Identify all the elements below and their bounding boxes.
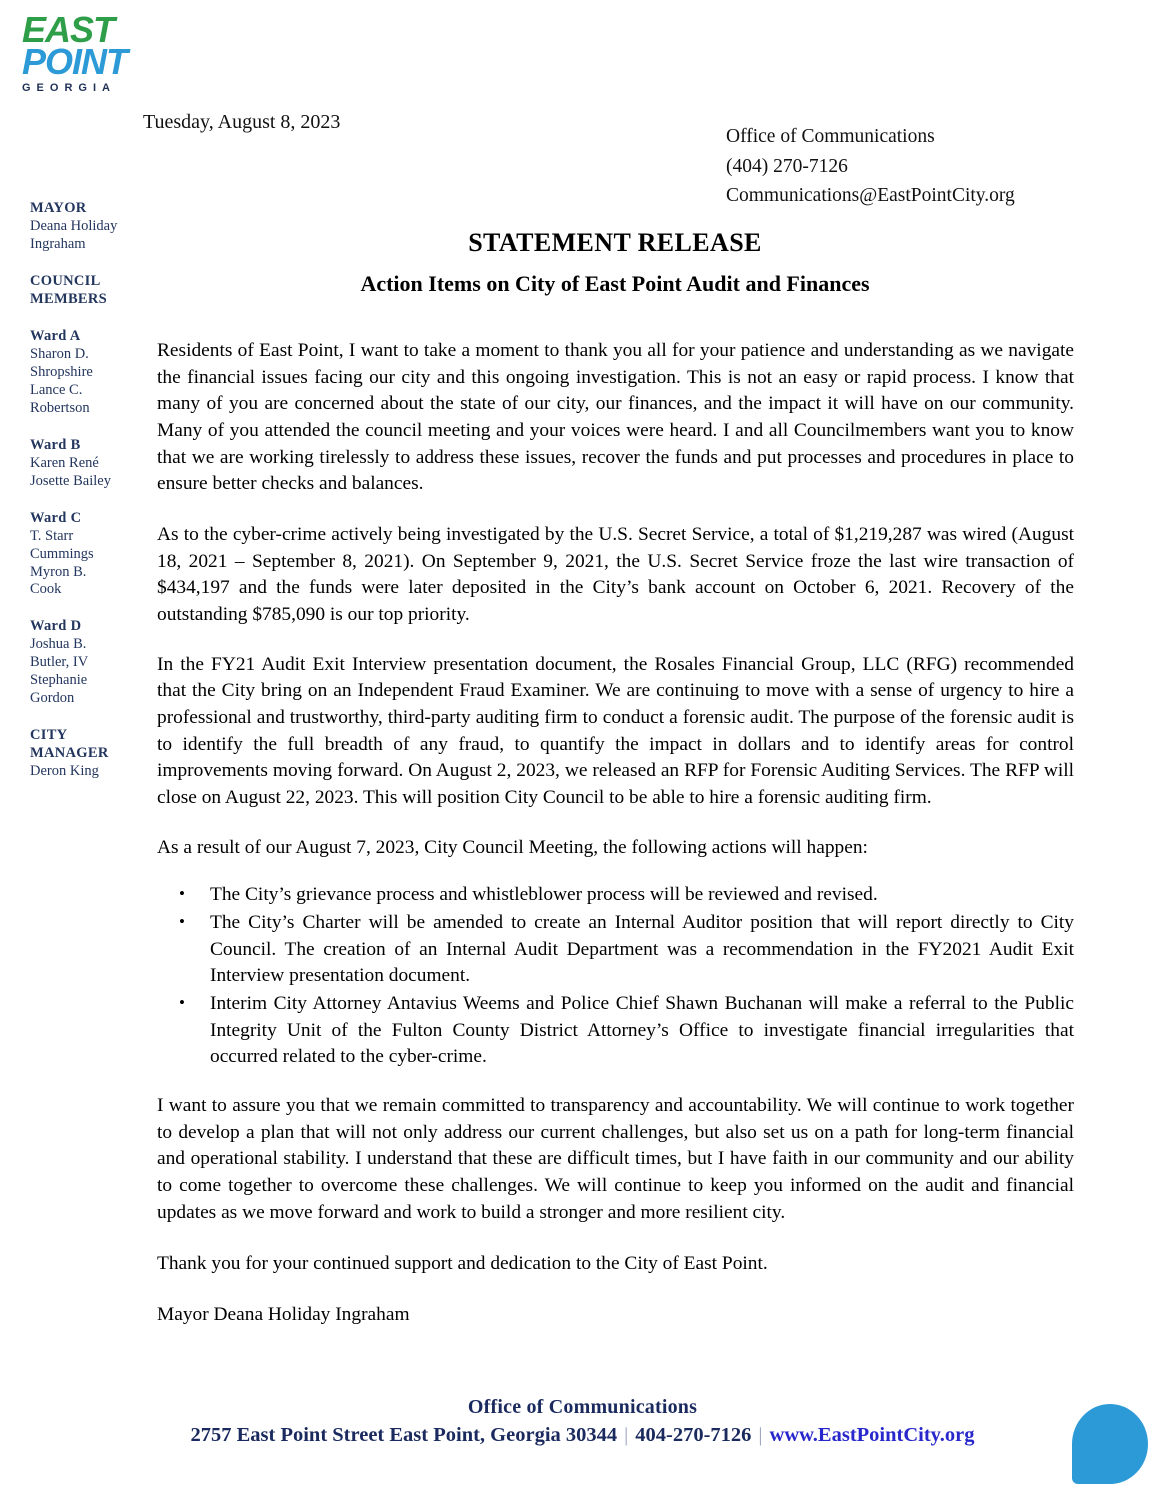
sidebar-official-name: Robertson: [30, 399, 90, 416]
sidebar-official-name: Myron B.: [30, 563, 87, 580]
officials-sidebar: [30, 200, 140, 800]
sidebar-group-heading: CITY: [30, 727, 68, 744]
footer-phone: 404-270-7126: [635, 1424, 752, 1446]
east-point-logo: [22, 9, 158, 96]
sidebar-group: [30, 618, 140, 708]
action-item-text: The City’s Charter will be amended to create an Internal Auditor position that will report directly to City Council. The creation of an Internal Audit Department was a recommendation in the FY2021 Audit Exit Interview presentation document.: [210, 912, 1074, 987]
action-items-list: [157, 882, 1074, 1071]
sidebar-official-name: Butler, IV: [30, 654, 89, 671]
sidebar-official-name: Cummings: [30, 545, 94, 562]
paragraph-2: As to the cyber-crime actively being investigated by the U.S. Secret Service, a total of $1,219,287 was wired (August 18, 2021 – September 8, 2021). On September 9, 2021, the U.S. Secret Service froze the last wire transaction of $434,197 and the funds were later deposited in the City’s bank account on October 6, 2021. Recovery of the outstanding $785,090 is our top priority.: [157, 524, 1074, 626]
footer-separator-2: |: [758, 1424, 763, 1446]
sidebar-group-heading: Ward B: [30, 436, 81, 453]
sidebar-group: [30, 510, 140, 600]
action-item: [157, 882, 1074, 909]
sidebar-official-name: Stephanie: [30, 672, 88, 689]
sidebar-official-name: Karen René: [30, 454, 99, 471]
contact-block: [726, 122, 1015, 211]
sidebar-group: [30, 273, 140, 309]
signature-line: Mayor Deana Holiday Ingraham: [157, 1304, 410, 1326]
sidebar-group-heading: Ward D: [30, 618, 82, 635]
sidebar-group: [30, 437, 140, 491]
sidebar-group-heading: MANAGER: [30, 745, 109, 762]
sidebar-group-heading: MEMBERS: [30, 290, 108, 307]
sidebar-official-name: Gordon: [30, 690, 75, 707]
page-title: STATEMENT RELEASE: [468, 228, 762, 257]
sidebar-group-heading: COUNCIL: [30, 272, 101, 289]
footer-title: Office of Communications: [467, 1396, 698, 1418]
bullet-icon: •: [179, 884, 185, 904]
contact-phone: (404) 270-7126: [726, 155, 848, 177]
action-item: [157, 910, 1074, 990]
paragraph-3: In the FY21 Audit Exit Interview presentation document, the Rosales Financial Group, LLC (RFG) recommended that the City bring on an Independent Fraud Examiner. We are continuing to move with a sense of urgency to hire a professional and trustworthy, third-party auditing firm to conduct a forensic audit. The purpose of the forensic audit is to identify the full breadth of any fraud, to quantify the impact in dollars and to identify areas for control improvements moving forward. On August 2, 2023, we released an RFP for Forensic Auditing Services. The RFP will close on August 22, 2023. This will position City Council to be able to hire a forensic auditing firm.: [157, 653, 1074, 809]
logo-text-point: POINT: [22, 41, 128, 82]
sidebar-official-name: Shropshire: [30, 363, 93, 380]
sidebar-group-heading: MAYOR: [30, 200, 87, 216]
footer-contact-line: [0, 1424, 1165, 1447]
actions-intro: As a result of our August 7, 2023, City Council Meeting, the following actions will happen:: [157, 836, 868, 858]
page-footer: [0, 1396, 1165, 1447]
sidebar-official-name: Ingraham: [30, 235, 86, 252]
sidebar-official-name: Sharon D.: [30, 345, 89, 362]
logo-text-east: EAST: [22, 9, 115, 50]
sidebar-official-name: Deron King: [30, 763, 99, 780]
page-subtitle: Action Items on City of East Point Audit and Finances: [360, 271, 870, 296]
logo-text-georgia: GEORGIA: [22, 82, 116, 94]
sidebar-official-name: T. Starr: [30, 527, 74, 544]
sidebar-official-name: Deana Holiday: [30, 217, 118, 234]
document-date: Tuesday, August 8, 2023: [143, 111, 341, 133]
footer-website-link[interactable]: www.EastPointCity.org: [769, 1424, 975, 1446]
footer-address: 2757 East Point Street East Point, Georgia 30344: [190, 1424, 618, 1446]
sidebar-official-name: Josette Bailey: [30, 472, 111, 489]
action-item-text: The City’s grievance process and whistleblower process will be reviewed and revised.: [210, 884, 878, 906]
sidebar-group: [30, 200, 140, 254]
sidebar-official-name: Lance C.: [30, 381, 83, 398]
sidebar-group-heading: Ward A: [30, 327, 81, 344]
bullet-icon: •: [179, 912, 185, 932]
sidebar-group-heading: Ward C: [30, 509, 82, 526]
map-pin-icon: [1072, 1404, 1148, 1484]
bullet-icon: •: [179, 993, 185, 1013]
sidebar-official-name: Joshua B.: [30, 636, 87, 653]
footer-separator-1: |: [624, 1424, 629, 1446]
title-block: [155, 228, 1075, 297]
paragraph-1: Residents of East Point, I want to take a moment to thank you all for your patience and understanding as we navigate the financial issues facing our city and this ongoing investigation. This is not an easy or rapid process. I know that many of you are concerned about the state of our city, our finances, and the impact it will have on our community. Many of you attended the council meeting and your voices were heard. I and all Councilmembers want you to know that we are working tirelessly to address these issues, recover the funds and put processes and procedures in place to ensure better checks and balances.: [157, 340, 1074, 495]
document-body: [157, 338, 1074, 1350]
sidebar-group: [30, 328, 140, 418]
action-item: [157, 991, 1074, 1071]
sidebar-official-name: Cook: [30, 581, 62, 598]
action-item-text: Interim City Attorney Antavius Weems and Police Chief Shawn Buchanan will make a referral to the Public Integrity Unit of the Fulton County District Attorney’s Office to investigate financial irregularities that occurred related to the cyber-crime.: [210, 993, 1074, 1068]
paragraph-4: I want to assure you that we remain committed to transparency and accountability. We will continue to work together to develop a plan that will not only address our current challenges, but also set us on a path for long-term financial and operational stability. I understand that these are difficult times, but I have faith in our community and our ability to come together to overcome these challenges. We will continue to keep you informed on the audit and financial updates as we move forward and work to build a stronger and more resilient city.: [157, 1095, 1074, 1223]
closing-line: Thank you for your continued support and dedication to the City of East Point.: [157, 1253, 768, 1275]
contact-email: Communications@EastPointCity.org: [726, 185, 1015, 207]
sidebar-group: [30, 727, 140, 781]
contact-office: Office of Communications: [726, 126, 935, 147]
